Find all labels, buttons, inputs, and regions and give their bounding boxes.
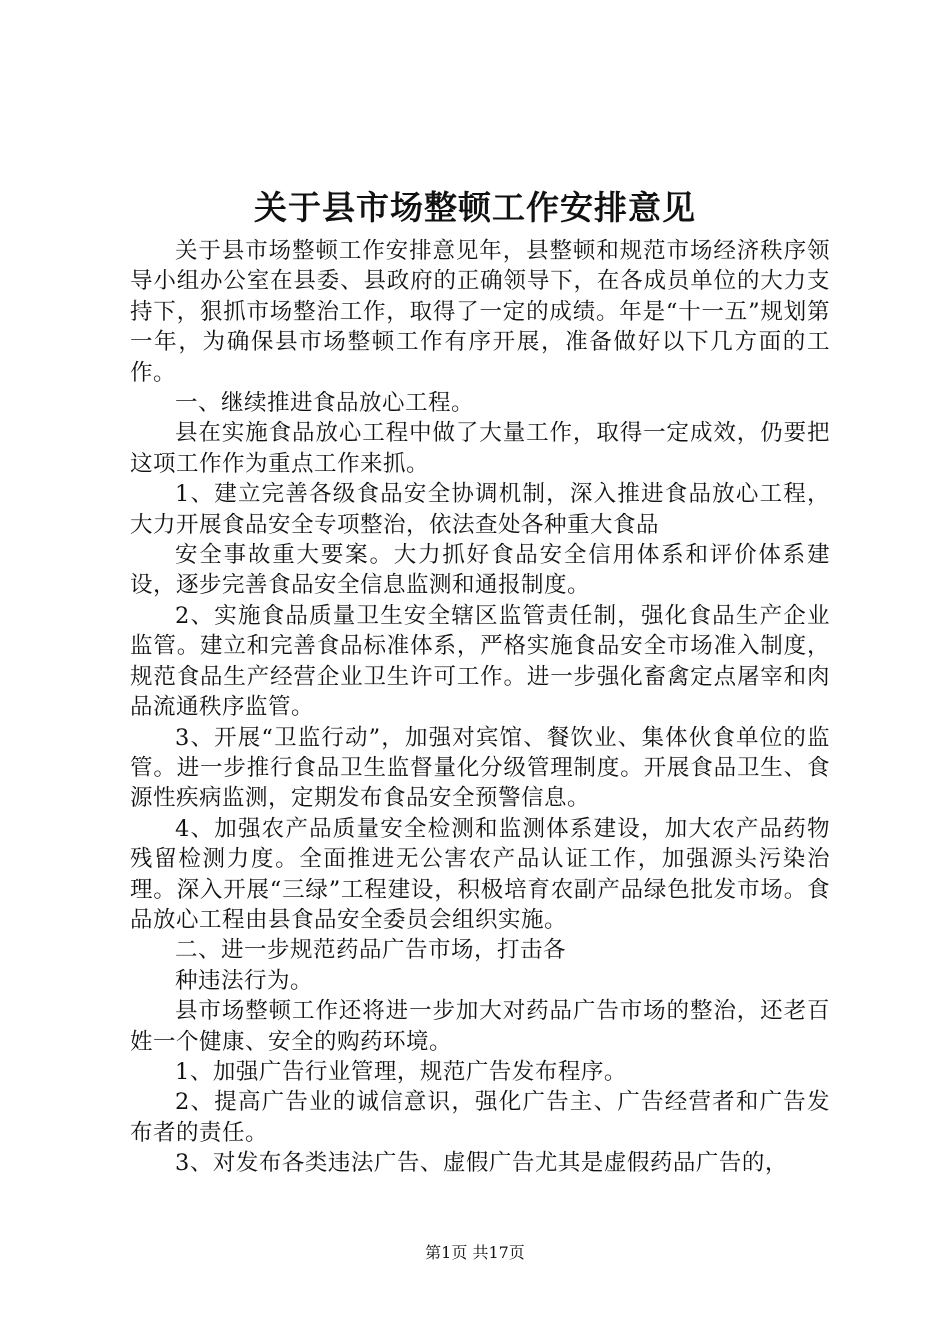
list-item: 4、加强农产品质量安全检测和监测体系建设，加大农产品药物残留检测力度。全面推进无公害农产品认证工作，加强源头污染治理。深入开展“三绿”工程建设，积极培育农副产品绿色批发市场。食品放心工程由县食品安全委员会组织实施。 (130, 815, 830, 933)
paragraph: 县市场整顿工作还将进一步加大对药品广告市场的整治，还老百姓一个健康、安全的购药环境。 (130, 998, 830, 1055)
section-heading-continuation: 种违法行为。 (175, 967, 314, 994)
list-item: 2、提高广告业的诚信意识，强化广告主、广告经营者和广告发布者的责任。 (130, 1089, 830, 1146)
section-heading: 二、进一步规范药品广告市场，打击各 (175, 937, 567, 964)
list-item: 1、加强广告行业管理，规范广告发布程序。 (175, 1058, 627, 1085)
list-item: 3、对发布各类违法广告、虚假广告尤其是虚假药品广告的， (175, 1150, 788, 1177)
list-item: 2、实施食品质量卫生安全辖区监管责任制，强化食品生产企业监管。建立和完善食品标准体系，严格实施食品安全市场准入制度，规范食品生产经营企业卫生许可工作。进一步强化畜禽定点屠宰和肉品流通秩序监管。 (130, 602, 830, 721)
paragraph: 县在实施食品放心工程中做了大量工作，取得一定成效，仍要把这项工作作为重点工作来抓。 (130, 420, 830, 477)
list-item: 1、建立完善各级食品安全协调机制，深入推进食品放心工程，大力开展食品安全专项整治，依法查处各种重大食品 (130, 481, 830, 538)
list-item: 3、开展“卫监行动”，加强对宾馆、餐饮业、集体伙食单位的监管。进一步推行食品卫生监督量化分级管理制度。开展食品卫生、食源性疾病监测，定期发布食品安全预警信息。 (130, 724, 830, 812)
document-body (130, 236, 830, 1179)
paragraph: 关于县市场整顿工作安排意见年，县整顿和规范市场经济秩序领导小组办公室在县委、县政府的正确领导下，在各成员单位的大力支持下，狠抓市场整治工作，取得了一定的成绩。年是“十一五”规划第一年，为确保县市场整顿工作有序开展，准备做好以下几方面的工作。 (130, 238, 830, 386)
document-title: 关于县市场整顿工作安排意见 (254, 188, 696, 227)
page-footer: 第1页 共17页 (425, 1243, 525, 1262)
section-heading: 一、继续推进食品放心工程。 (175, 390, 475, 417)
paragraph: 安全事故重大要案。大力抓好食品安全信用体系和评价体系建设，逐步完善食品安全信息监测和通报制度。 (130, 542, 830, 599)
